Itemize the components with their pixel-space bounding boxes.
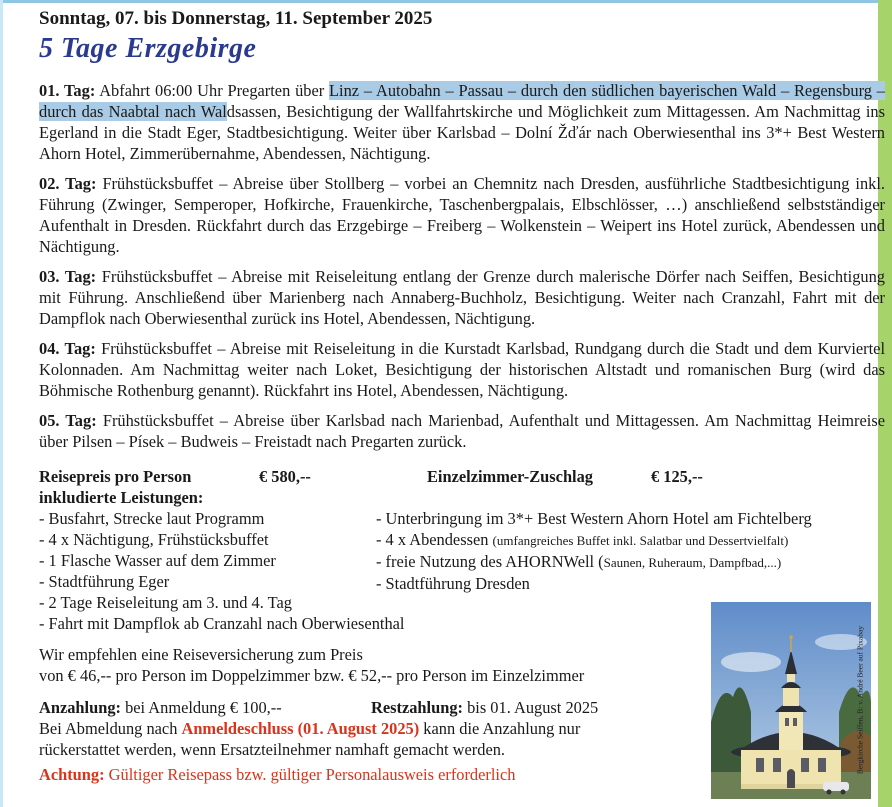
attention-label: Achtung: — [39, 765, 105, 784]
church-illustration — [711, 602, 871, 799]
insurance-line-1: Wir empfehlen eine Reiseversicherung zum Preis — [39, 645, 363, 664]
list-item: - Fahrt mit Dampflok ab Cranzahl nach Oberwiesenthal — [39, 614, 405, 633]
day-2 — [39, 173, 885, 257]
list-item: - 4 x Abendessen (umfangreiches Buffet inkl. Salatbar und Dessertvielfalt) — [376, 530, 789, 549]
deposit-text: bei Anmeldung € 100,-- — [120, 698, 282, 717]
price-label: Reisepreis pro Person — [39, 467, 192, 486]
list-item: - 1 Flasche Wasser auf dem Zimmer — [39, 551, 276, 570]
list-item: - Unterbringung im 3*+ Best Western Ahorn Hotel am Fichtelberg — [376, 509, 812, 528]
day-text: Frühstücksbuffet – Abreise über Karlsbad nach Marienbad, Aufenthalt und Mittagessen. Am Nachmittag Heimreise über Pilsen – Písek – Budweis – Freistadt nach Pregarten zurück. — [39, 411, 885, 451]
day-4 — [39, 338, 885, 401]
day-label: 02. Tag: — [39, 174, 97, 193]
included-heading: inkludierte Leistungen: — [39, 488, 204, 507]
list-item: - 2 Tage Reiseleitung am 3. und 4. Tag — [39, 593, 292, 612]
day-text: Abfahrt 06:00 Uhr Pregarten über — [99, 81, 330, 100]
day-3 — [39, 266, 885, 329]
price-row — [39, 466, 885, 487]
cancellation-line-2: rückerstattet werden, wenn Ersatzteilnehmer namhaft gemacht werden. — [39, 740, 506, 759]
day-1 — [39, 80, 885, 164]
day-label: 01. Tag: — [39, 81, 96, 100]
day-label: 04. Tag: — [39, 339, 96, 358]
registration-deadline: Anmeldeschluss (01. August 2025) — [181, 719, 420, 738]
single-supplement-value: € 125,-- — [651, 467, 703, 486]
deposit-label: Anzahlung: — [39, 698, 121, 717]
day-text: Frühstücksbuffet – Abreise mit Reiseleitung entlang der Grenze durch malerische Dörfer nach Seiffen, Besichtigung mit Führung. Anschließend über Marienberg nach Annaberg-Buchholz, Besichtigung. Weiter nach Cranzahl, Fahrt mit der Dampflok nach Oberwiesenthal zurück ins Hotel, Abendessen, Nächtigung. — [39, 267, 885, 328]
price-value: € 580,-- — [259, 467, 311, 486]
day-5 — [39, 410, 885, 452]
attention-text: Gültiger Reisepass bzw. gültiger Personalausweis erforderlich — [104, 765, 516, 784]
left-border — [0, 0, 3, 807]
included-left-list — [39, 508, 404, 634]
trip-title: 5 Tage Erzgebirge — [39, 33, 257, 64]
rest-label: Restzahlung: — [371, 698, 463, 717]
day-text: Frühstücksbuffet – Abreise über Stollberg – vorbei an Chemnitz nach Dresden, ausführliche Stadtbesichtigung inkl. Führung (Zwinger, Semperoper, Hofkirche, Frauenkirche, Taschenbergpalais, Elbschlösser, …) anschließend selbstständiger Aufenthalt in Dresden. Rückfahrt durch das Erzgebirge – Freiberg – Wolkenstein – Weipert ins Hotel zurück, Abendessen und Nächtigung. — [39, 174, 886, 256]
list-item: - Busfahrt, Strecke laut Programm — [39, 509, 265, 528]
list-item: - Stadtführung Dresden — [376, 574, 530, 593]
travel-dates: Sonntag, 07. bis Donnerstag, 11. September 2025 — [39, 8, 433, 29]
day-label: 05. Tag: — [39, 411, 97, 430]
day-label: 03. Tag: — [39, 267, 97, 286]
list-item: - Stadtführung Eger — [39, 572, 170, 591]
list-item: - 4 x Nächtigung, Frühstücksbuffet — [39, 530, 269, 549]
cancellation-line-1: Bei Abmeldung nach Anmeldeschluss (01. August 2025) kann die Anzahlung nur — [39, 719, 581, 738]
selected-text[interactable]: Linz – Autobahn – Passau – durch den südlichen bayerischen Wald – Regensburg – durch das Naabtal nach Wal — [39, 81, 885, 121]
insurance-line-2: von € 46,-- pro Person im Doppelzimmer bzw. € 52,-- pro Person im Einzelzimmer — [39, 666, 585, 685]
single-supplement-label: Einzelzimmer-Zuschlag — [427, 467, 594, 486]
top-border — [0, 0, 892, 3]
church-photo — [711, 602, 871, 799]
included-right-list — [376, 508, 812, 594]
list-item: - freie Nutzung des AHORNWell (Saunen, Ruheraum, Dampfbad,...) — [376, 552, 782, 571]
day-text: dsassen, Besichtigung der Wallfahrtskirche und Möglichkeit zum Mittagessen. Am Nachmittag ins Egerland in die Stadt Eger, Stadtbesichtigung. Weiter über Karlsbad – Dolní Žďár nach Oberwiesenthal ins 3*+ Best Western Ahorn Hotel, Zimmerübernahme, Abendessen, Nächtigung. — [39, 102, 885, 163]
day-text: Frühstücksbuffet – Abreise mit Reiseleitung in die Kurstadt Karlsbad, Rundgang durch die Stadt und dem Kurviertel Kolonnaden. Am Nachmittag weiter nach Loket, Besichtigung der historischen Altstadt und romanischen Burg (wird das Böhmische Rothenburg genannt). Rückfahrt ins Hotel, Abendessen, Nächtigung. — [39, 339, 885, 400]
rest-payment: Restzahlung: bis 01. August 2025 — [371, 698, 599, 717]
